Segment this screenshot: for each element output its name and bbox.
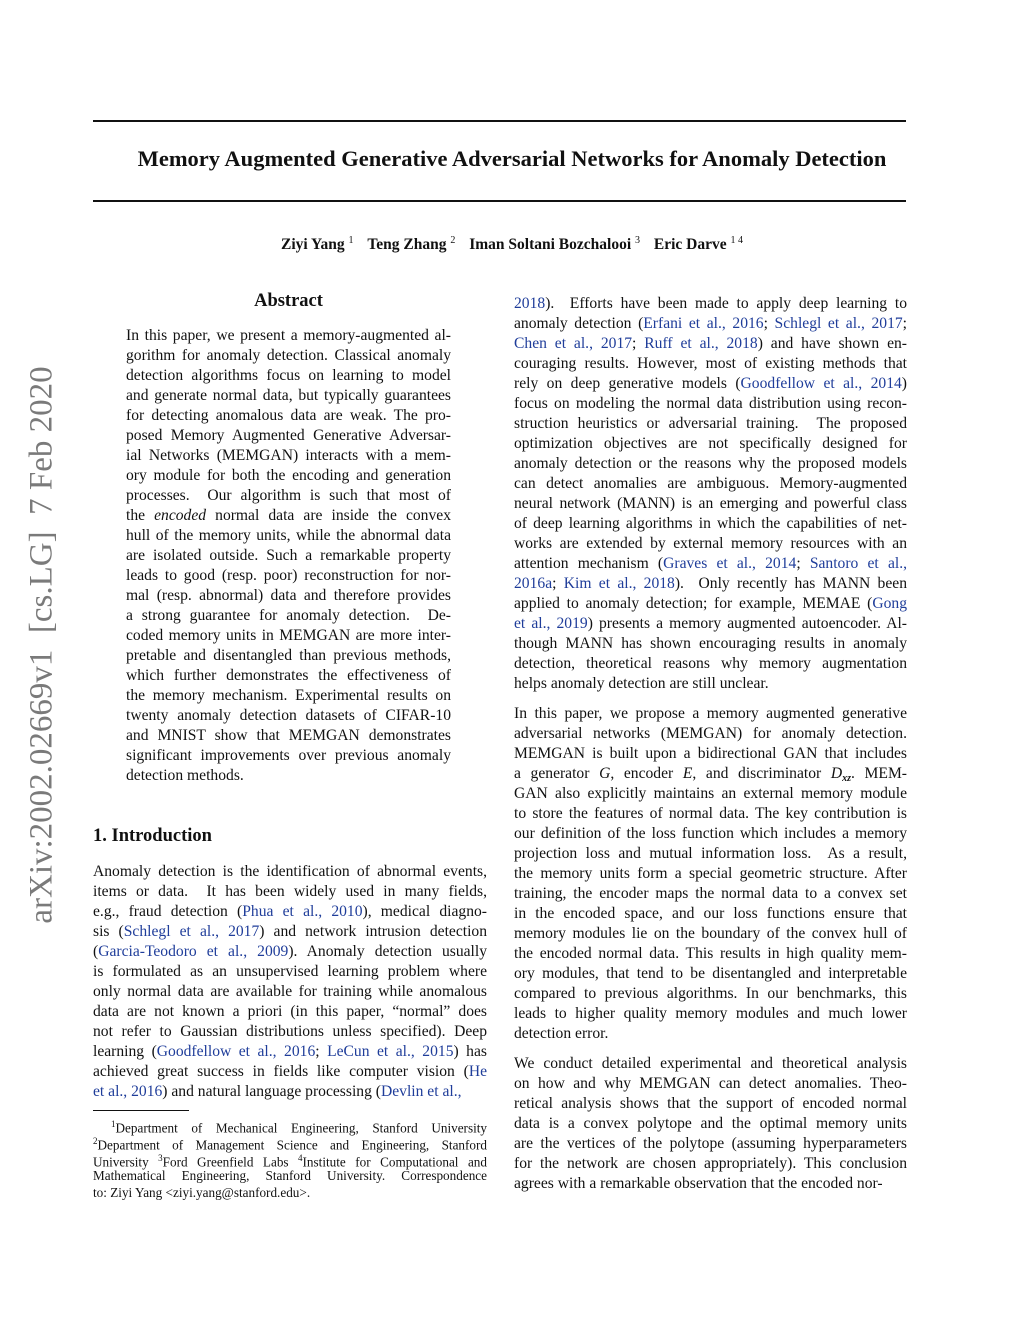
text-segment: ), medical diagno- [362,903,487,920]
footnote-text: Department of Mechanical Engineering, Stanford University [115,1120,487,1136]
citation-link[interactable]: Schlegl et al., 2017 [123,923,260,940]
text-line [514,574,907,594]
text-line [126,706,451,726]
citation-link[interactable]: Gong [872,595,907,612]
text-segment: leads to good (resp. poor) reconstruction for nor- [126,567,451,584]
text-line [126,606,451,626]
text-line [93,862,487,882]
text-segment: neural network (MANN) is an emerging and powerful class [514,495,907,512]
text-segment: ) presents a memory augmented autoencoder. Al- [587,615,907,632]
text-line [514,1004,907,1024]
text-line [93,922,487,942]
text-line [126,646,451,666]
text-segment: items or data. It has been widely used in many fields, [93,883,487,900]
text-line [514,1134,907,1154]
text-segment: ory modules, that tend to be disentangled and interpretable [514,965,907,982]
text-segment: ) and have shown en- [757,335,907,352]
text-segment: helps anomaly detection are still unclear. [514,675,769,692]
math-symbol: D [830,765,843,782]
text-line [93,1002,487,1022]
text-segment: normal data are inside the convex [206,507,451,524]
citation-link[interactable]: Chen et al., 2017 [514,335,633,352]
footnote-mark: 3 [158,1153,163,1163]
text-segment: e.g., fraud detection ( [93,903,243,920]
text-line [514,1174,907,1194]
text-segment: ) and network intrusion detection [259,923,487,940]
text-segment: data are not known a priori (in this paper, “normal” does [93,1003,487,1020]
footnote-text: Institute for Computational and [302,1154,487,1170]
text-line [514,1074,907,1094]
text-segment: a strong guarantee for anomaly detection. De- [126,607,451,624]
math-symbol: E [682,765,693,782]
intro-heading: 1. Introduction [93,826,212,846]
text-line [514,784,907,804]
text-segment: works are extended by external memory resources with an [514,535,907,552]
text-segment: mal (resp. abnormal) data and therefore provides [126,587,451,604]
text-segment: of deep learning algorithms in which the capabilities of net- [514,515,907,532]
text-line [514,334,907,354]
text-line [514,964,907,984]
text-segment: posed Memory Augmented Generative Adversar- [126,427,451,444]
text-line [126,466,451,486]
text-segment: to store the features of normal data. The key contribution is [514,805,907,822]
text-line [514,554,907,574]
text-segment: leads to higher quality memory modules and much lower [514,1005,907,1022]
text-line [514,844,907,864]
text-line [126,426,451,446]
text-segment: gorithm for anomaly detection. Classical anomaly [126,347,451,364]
text-line [514,864,907,884]
text-segment: ) and natural language processing ( [162,1083,381,1100]
text-line [126,726,451,746]
citation-link[interactable]: Garcia-Teodoro et al., 2009 [98,943,289,960]
author-name: Eric Darve [653,236,727,254]
text-segment: ; [902,315,908,332]
text-segment: training, the encoder maps the normal data to a convex set [514,885,907,902]
text-segment: applied to anomaly detection; for example, MEMAE ( [514,595,873,612]
text-segment: learning ( [93,1043,157,1060]
footnote-line [93,1167,487,1184]
affiliation-mark: 3 [635,235,641,246]
text-line [126,766,451,786]
text-line [93,882,487,902]
text-line [514,614,907,634]
citation-link[interactable]: He [468,1063,487,1080]
text-segment: which further demonstrates the effectiveness of [126,667,451,684]
top-rule [93,120,906,122]
text-segment: ; [763,315,775,332]
text-line [126,386,451,406]
text-segment: In this paper, we present a memory-augmented al- [126,327,451,344]
footnote-text: University [93,1154,159,1170]
text-segment: ). Efforts have been made to apply deep learning to [545,295,907,312]
text-segment: the memory mechanism. Experimental results on [126,687,451,704]
text-line [514,924,907,944]
text-segment: and generate normal data, but typically guarantees [126,387,451,404]
text-segment: the [126,507,155,524]
text-segment: We conduct detailed experimental and theoretical analysis [514,1055,907,1072]
text-segment: detection, theoretical reasons why memory augmentation [514,655,907,672]
text-segment: achieved great success in fields like computer vision ( [93,1063,469,1080]
text-line [126,366,451,386]
text-line [514,804,907,824]
text-line [514,1154,907,1174]
text-segment: ; [632,335,645,352]
text-line [514,354,907,374]
text-line [93,902,487,922]
citation-link[interactable]: 2018 [514,295,546,312]
text-segment: struction heuristics or adversarial training. The proposed [514,415,907,432]
text-segment: twenty anomaly detection datasets of CIFAR-10 [126,707,451,724]
text-segment: optimization objectives are not specifically designed for [514,435,907,452]
text-line [514,1114,907,1134]
title-bottom-rule [93,200,906,202]
text-segment: adversarial networks (MEMGAN) for anomaly detection. [514,725,907,742]
text-line [514,594,907,614]
citation-link[interactable]: Schlegl et al., 2017 [774,315,903,332]
text-line [514,884,907,904]
text-line [126,326,451,346]
text-segment: are the vertices of the polytope (assuming hyperparameters [514,1135,907,1152]
affiliation-mark: 2 [450,235,456,246]
text-segment: memory modules lie on the boundary of the convex hull of [514,925,907,942]
footnote-text: Ford Greenfield Labs [162,1154,299,1170]
footnote-mark: 1 [111,1119,116,1129]
abstract-heading: Abstract [254,291,323,311]
text-segment: the encoded normal data. This results in high quality mem- [514,945,907,962]
text-line [514,1024,907,1044]
text-segment: the memory units form a special geometric structure. After [514,865,907,882]
footnote-text: Mathematical Engineering, Stanford University. Correspondence [93,1168,487,1183]
text-line [126,526,451,546]
text-segment: only normal data are available for training while anomalous [93,983,487,1000]
text-line [93,1062,487,1082]
footnote-text: Department of Management Science and Engineering, Stanford [97,1137,487,1153]
text-line [514,764,907,784]
text-line [126,506,451,526]
text-segment: a generator [514,765,600,782]
text-segment: GAN also explicitly maintains an external memory module [514,785,907,802]
text-line [93,982,487,1002]
text-segment: detection error. [514,1025,609,1042]
affiliation-mark: 1 4 [730,235,743,246]
citation-link[interactable]: Phua et al., 2010 [242,903,363,920]
arxiv-stamp: arXiv:2002.02669v1 [cs.LG] 7 Feb 2020 [23,366,60,924]
citation-link[interactable]: Kim et al., 2018 [563,575,675,592]
text-segment: focus on modeling the normal data distribution using recon- [514,395,907,412]
text-segment: ; [552,575,564,592]
text-line [93,962,487,982]
text-line [514,1094,907,1114]
citation-link[interactable]: Ruff et al., 2018 [644,335,758,352]
text-segment: can detect anomalies are ambiguous. Memory-augmented [514,475,907,492]
text-segment: rely on deep generative models ( [514,375,741,392]
text-segment: in the encoded space, and our loss functions ensure that [514,905,907,922]
text-line [126,686,451,706]
citation-link[interactable]: 2016a [514,575,553,592]
text-line [126,586,451,606]
text-segment: ( [93,943,99,960]
text-segment: ; [315,1043,328,1060]
author [367,236,455,253]
text-line [126,486,451,506]
author [281,236,353,253]
text-line [514,314,907,334]
author-name: Teng Zhang [367,236,447,254]
text-segment: compared to previous algorithms. In our benchmarks, this [514,985,907,1002]
text-line [126,746,451,766]
text-segment: significant improvements over previous anomaly [126,747,451,764]
footnote-mark: 2 [93,1136,98,1146]
affiliation-mark: 1 [348,235,354,246]
text-line [514,984,907,1004]
text-segment: In this paper, we propose a memory augmented generative [514,705,907,722]
text-line [514,394,907,414]
text-segment: for detecting anomalous data are weak. The pro- [126,407,451,424]
text-line [514,374,907,394]
math-subscript: xz [842,773,852,784]
text-segment: for the network are chosen appropriately). This conclusion [514,1155,907,1172]
text-segment: is formulated as an unsupervised learning problem where [93,963,487,980]
text-segment: and MNIST show that MEMGAN demonstrates [126,727,451,744]
text-line [514,674,907,694]
text-segment: though MANN has shown encouraging results in anomaly [514,635,907,652]
footnote-line [93,1184,487,1201]
citation-link[interactable]: et al., 2016 [93,1083,163,1100]
text-segment: coded memory units in MEMGAN are more inter- [126,627,451,644]
text-segment: , encoder [610,765,683,782]
text-line [514,724,907,744]
text-line [514,494,907,514]
text-line [126,346,451,366]
text-line [514,414,907,434]
author [469,236,640,253]
text-segment: detection algorithms focus on learning to model [126,367,451,384]
text-line [126,566,451,586]
text-line [93,1082,487,1102]
text-line [126,546,451,566]
text-segment: not refer to Gaussian distributions unless specified). Deep [93,1023,487,1040]
text-segment: ; [796,555,810,572]
text-segment: couraging results. However, most of existing methods that [514,355,907,372]
text-segment: . MEM- [851,765,907,782]
text-line [126,406,451,426]
text-line [514,904,907,924]
text-line [514,744,907,764]
text-line [514,1054,907,1074]
text-line [93,1042,487,1062]
text-segment: attention mechanism ( [514,555,664,572]
text-segment: our definition of the loss function which includes a memory [514,825,907,842]
text-line [514,434,907,454]
text-segment: sis ( [93,923,124,940]
text-line [514,704,907,724]
text-line [126,446,451,466]
text-segment: agrees with a remarkable observation that the encoded nor- [514,1175,883,1192]
text-segment: hull of the memory units, while the abnormal data [126,527,451,544]
text-segment: MEMGAN is built upon a bidirectional GAN that includes [514,745,907,762]
text-segment: , and discriminator [692,765,831,782]
math-symbol: encoded [154,507,207,524]
citation-link[interactable]: Goodfellow et al., 2014 [740,375,902,392]
text-segment: data is a convex polytope and the optimal memory units [514,1115,907,1132]
text-segment: ial Networks (MEMGAN) interacts with a mem- [126,447,451,464]
text-line [126,626,451,646]
text-segment: on how and why MEMGAN can detect anomalies. Theo- [514,1075,907,1092]
author [654,236,743,253]
author-name: Iman Soltani Bozchalooi [469,236,632,254]
citation-link[interactable]: et al., 2019 [514,615,588,632]
text-line [514,474,907,494]
author-list [0,235,1024,254]
text-segment: projection loss and mutual information loss. As a result, [514,845,907,862]
text-segment: anomaly detection ( [514,315,644,332]
citation-link[interactable]: Santoro et al., [809,555,907,572]
text-line [514,824,907,844]
text-segment: ). Anomaly detection usually [288,943,487,960]
text-line [514,634,907,654]
text-segment: are isolated outside. Such a remarkable property [126,547,451,564]
footnote-rule [93,1110,189,1111]
text-line [514,454,907,474]
text-segment: ) [901,375,907,392]
text-segment: ) has [453,1043,487,1060]
text-segment: Anomaly detection is the identification of abnormal events, [93,863,487,880]
text-line [514,294,907,314]
text-line [93,942,487,962]
text-line [126,666,451,686]
text-segment: pretable and disentangled than previous methods, [126,647,451,664]
citation-link[interactable]: Graves et al., 2014 [663,555,797,572]
text-segment: ory module for both the encoding and generation [126,467,451,484]
paper-title: Memory Augmented Generative Adversarial Networks for Anomaly Detection [137,146,887,171]
text-line [514,654,907,674]
citation-link[interactable]: Goodfellow et al., 2016 [156,1043,316,1060]
footnote-mark: 4 [298,1153,303,1163]
text-segment: detection methods. [126,767,244,784]
author-name: Ziyi Yang [280,236,345,254]
text-segment: processes. Our algorithm is such that most of [126,487,451,504]
text-segment: retical analysis shows that the support of encoded normal [514,1095,907,1112]
text-line [93,1022,487,1042]
text-line [514,944,907,964]
citation-link[interactable]: Erfani et al., 2016 [643,315,764,332]
math-symbol: G [599,765,611,782]
text-segment: anomaly detection or the reasons why the proposed models [514,455,907,472]
text-segment: ). Only recently has MANN been [674,575,907,592]
citation-link[interactable]: LeCun et al., 2015 [327,1043,454,1060]
text-line [514,534,907,554]
citation-link[interactable]: Devlin et al., [380,1083,462,1100]
footnote-text: to: Ziyi Yang <ziyi.yang@stanford.edu>. [93,1185,311,1200]
text-line [514,514,907,534]
